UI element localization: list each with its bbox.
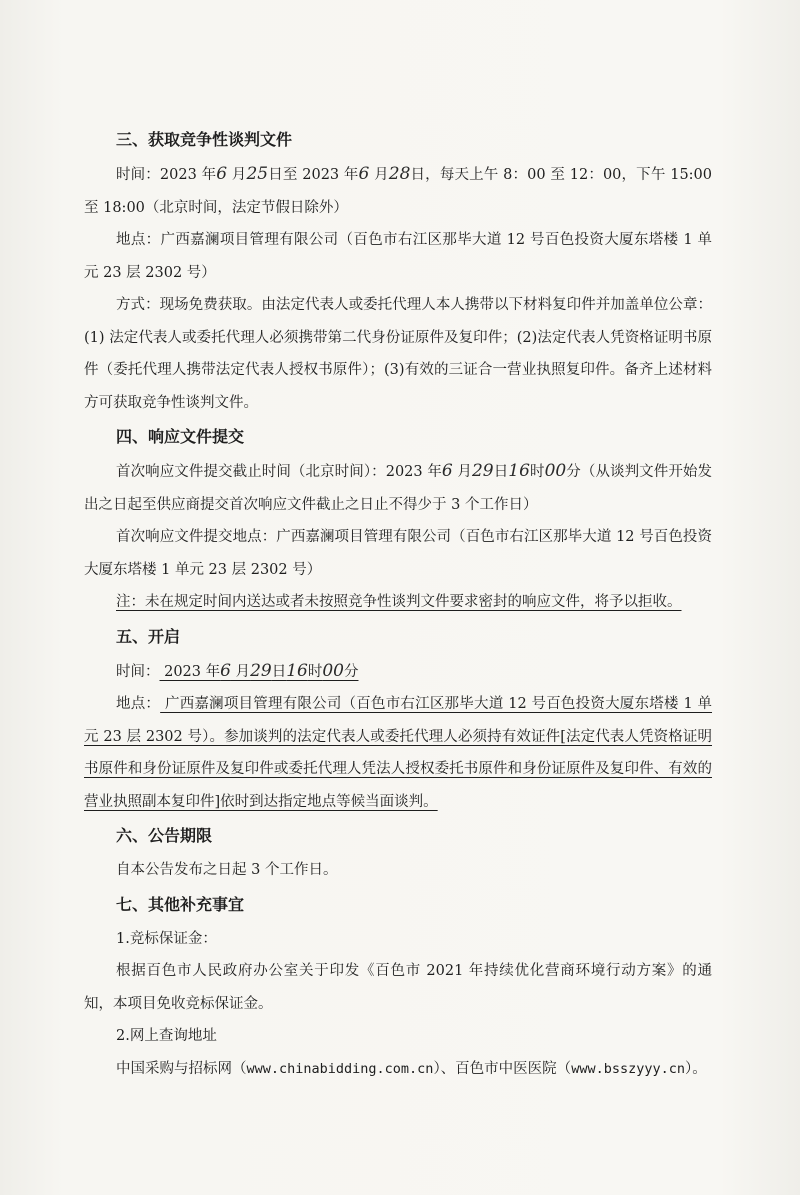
text: 日至 2023 年 <box>268 167 359 183</box>
section-heading-4: 四、响应文件提交 <box>116 427 245 446</box>
handwritten-month: 6 <box>358 164 370 184</box>
text: 月 <box>230 663 251 680</box>
url-bsszyyy: www.bsszyyy.cn <box>571 1060 685 1077</box>
url-chinabidding: www.chinabidding.com.cn <box>246 1060 434 1077</box>
s5-place <box>84 688 712 818</box>
handwritten-month: 6 <box>220 660 231 681</box>
text: 分（从谈判文件开始发出之日起至供应商提交首次响应文件截止之日止不得少于 3 个工作日） <box>84 464 712 513</box>
text: ）、百色市中医医院（ <box>433 1060 572 1077</box>
handwritten-day: 28 <box>388 164 411 184</box>
s4-deadline <box>84 455 712 521</box>
handwritten-hour: 16 <box>286 660 308 681</box>
section-heading-3: 三、获取竞争性谈判文件 <box>116 130 293 149</box>
s7-item2-title: 2.网上查询地址 <box>116 1028 217 1044</box>
text: 中国采购与招标网（ <box>116 1060 247 1077</box>
section-heading-5: 五、开启 <box>116 626 181 646</box>
section-heading-7: 七、其他补充事宜 <box>116 894 245 914</box>
text: 月 <box>227 167 247 183</box>
text: 日，每天上午 8：00 至 12：00，下午 15:00 至 18:00（北京时间，法定节假日除外） <box>84 167 713 216</box>
text: 时间： <box>116 663 160 680</box>
text: 日 <box>493 464 509 480</box>
text: 首次响应文件提交截止时间（北京时间）：2023 年 <box>116 464 442 480</box>
text: 2023 年 <box>159 663 221 680</box>
s3-time <box>84 158 712 224</box>
underlined-place: 广西嘉澜项目管理有限公司（百色市右江区那毕大道 12 号百色投资大厦东塔楼 1 单元 23 层 2302 号）。参加谈判的法定代表人或委托代理人必须持有效证件[法定代表人凭资格证明书原件和身份证原件及复印件或委托代理人凭法人授权委托书原件和身份证原件及复印件、有效的营业执照副本复印件]依时到达指定地点等候当面谈判。 <box>84 696 713 810</box>
text: 月 <box>452 464 472 480</box>
handwritten-minute: 00 <box>544 461 567 481</box>
s7-item1-text: 根据百色市人民政府办公室关于印发《百色市 2021 年持续优化营商环境行动方案》的通知，本项目免收竞标保证金。 <box>84 963 712 1012</box>
s3-method: 方式：现场免费获取。由法定代表人或委托代理人本人携带以下材料复印件并加盖单位公章：(1) 法定代表人或委托代理人必须携带第二代身份证原件及复印件；(2)法定代表人凭资格证明书原件（委托代理人携带法定代表人授权书原件）；(3)有效的三证合一营业执照复印件。备齐上述材料方可获取竞争性谈判文件。 <box>84 297 712 411</box>
handwritten-day: 29 <box>250 660 272 681</box>
document-body <box>84 122 712 1085</box>
s7-item1-title: 1.竞标保证金： <box>116 930 217 947</box>
text: 时 <box>307 663 323 680</box>
s4-note <box>84 586 712 619</box>
note-text: 注：未在规定时间内送达或者未按照竞争性谈判文件要求密封的响应文件，将予以拒收。 <box>116 594 682 610</box>
text: 时间：2023 年 <box>116 167 217 183</box>
text: ）。 <box>684 1060 707 1077</box>
text: 月 <box>369 167 389 183</box>
s3-place: 地点：广西嘉澜项目管理有限公司（百色市右江区那毕大道 12 号百色投资大厦东塔楼 1 单元 23 层 2302 号） <box>84 232 712 281</box>
handwritten-month: 6 <box>216 164 228 184</box>
s4-place: 首次响应文件提交地点：广西嘉澜项目管理有限公司（百色市右江区那毕大道 12 号百色投资大厦东塔楼 1 单元 23 层 2302 号） <box>84 529 712 578</box>
s7-item2-text <box>84 1053 712 1086</box>
section-heading-6: 六、公告期限 <box>116 826 213 845</box>
handwritten-day: 29 <box>471 461 494 481</box>
handwritten-month: 6 <box>441 461 453 481</box>
handwritten-hour: 16 <box>508 461 530 481</box>
underlined-time <box>159 660 359 681</box>
s5-time <box>84 655 712 689</box>
text: 日 <box>271 663 287 680</box>
s6-text: 自本公告发布之日起 3 个工作日。 <box>116 862 338 878</box>
text: 分 <box>343 663 359 680</box>
handwritten-minute: 00 <box>322 660 344 681</box>
text: 时 <box>529 464 545 480</box>
text: 地点： <box>116 696 161 712</box>
handwritten-day: 25 <box>246 164 269 184</box>
